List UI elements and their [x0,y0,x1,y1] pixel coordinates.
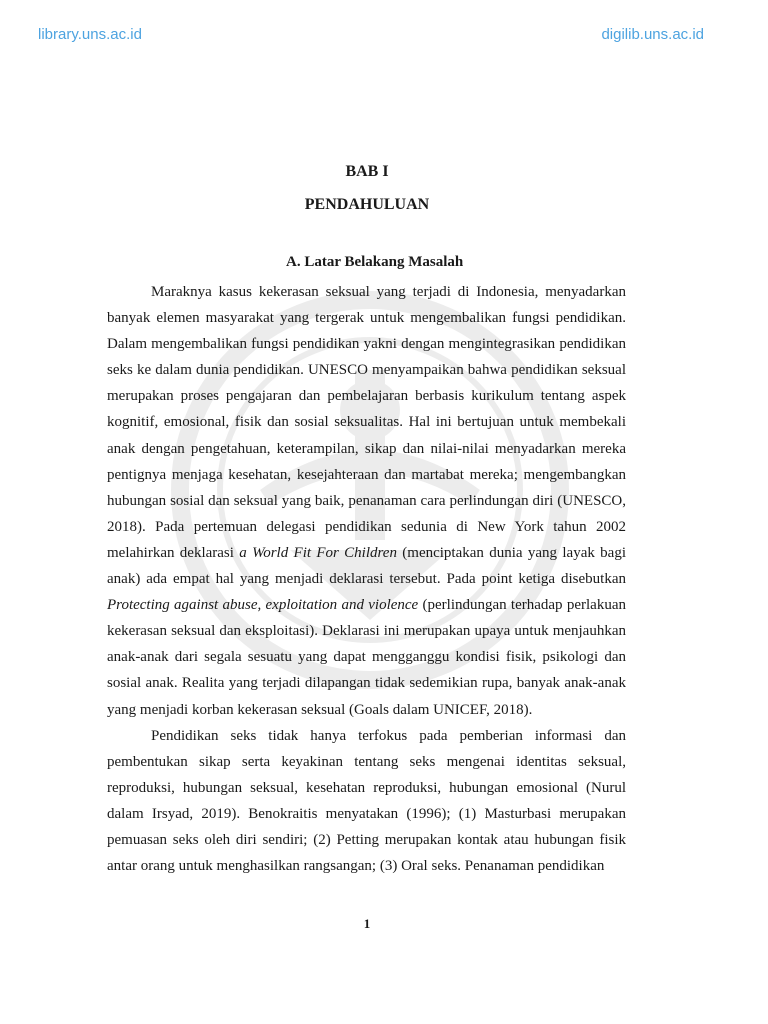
paragraph-1-part-a: Maraknya kasus kekerasan seksual yang terjadi di Indonesia, menyadarkan banyak elemen masyarakat yang tergerak untuk mengembalikan fungsi pendidikan. Dalam mengembalikan fungsi pendidikan yakni dengan mengintegrasikan pendidikan seks ke dalam dunia pendidikan. UNESCO menyampaikan bahwa pendidikan seksual merupakan proses pengajaran dan pembelajaran berbasis kurikulum tentang aspek kognitif, emosional, fisik dan sosial seksualitas. Hal ini bertujuan untuk membekali anak dengan pengetahuan, keterampilan, sikap dan nilai-nilai menyadarkan mereka pentignya menjaga kesehatan, kesejahteraan dan martabat mereka; mengembangkan hubungan sosial dan seksual yang baik, penanaman cara perlindungan diri (UNESCO, 2018). Pada pertemuan delegasi pendidikan sedunia di New York tahun 2002 melahirkan deklarasi [107,284,626,561]
section-heading: A. Latar Belakang Masalah [286,254,464,270]
paragraph-2: Pendidikan seks tidak hanya terfokus pada pemberian informasi dan pembentukan sikap serta keyakinan tentang seks mengenai identitas seksual, reproduksi, hubungan seksual, kesehatan reproduksi, hubungan emosional (Nurul dalam Irsyad, 2019). Benokraitis menyatakan (1996); (1) Masturbasi merupakan pemuasan seks oleh diri sendiri; (2) Petting merupakan kontak atau hubungan fisik antar orang untuk menghasilkan rangsangan; (3) Oral seks. Penanaman pendidikan [107,727,626,875]
paragraph-1-part-c: (perlindungan terhadap perlakuan kekerasan seksual dan eksploitasi). Deklarasi ini merupakan upaya untuk menjauhkan anak-anak dari segala sesuatu yang dapat mengganggu kondisi fisik, psikologi dan sosial anak. Realita yang terjadi dilapangan tidak sedemikian rupa, banyak anak-anak yang menjadi korban kekerasan seksual (Goals dalam UNICEF, 2018). [107,597,626,718]
header-site-right[interactable]: digilib.uns.ac.id [601,26,704,43]
chapter-label: BAB I [345,163,389,180]
header-site-left[interactable]: library.uns.ac.id [38,26,142,43]
paragraph-1-italic-1: a World Fit For Children [239,544,397,561]
body-text [107,279,626,879]
chapter-title: PENDAHULUAN [304,196,430,213]
paragraph-1 [107,279,626,723]
page-number: 1 [363,916,371,931]
paragraph-1-part-b: (menciptakan dunia yang layak bagi anak) ada empat hal yang menjadi deklarasi tersebut. Pada point ketiga disebutkan [107,544,627,588]
paragraph-1-italic-2: Protecting against abuse, exploitation and violence [107,597,419,614]
